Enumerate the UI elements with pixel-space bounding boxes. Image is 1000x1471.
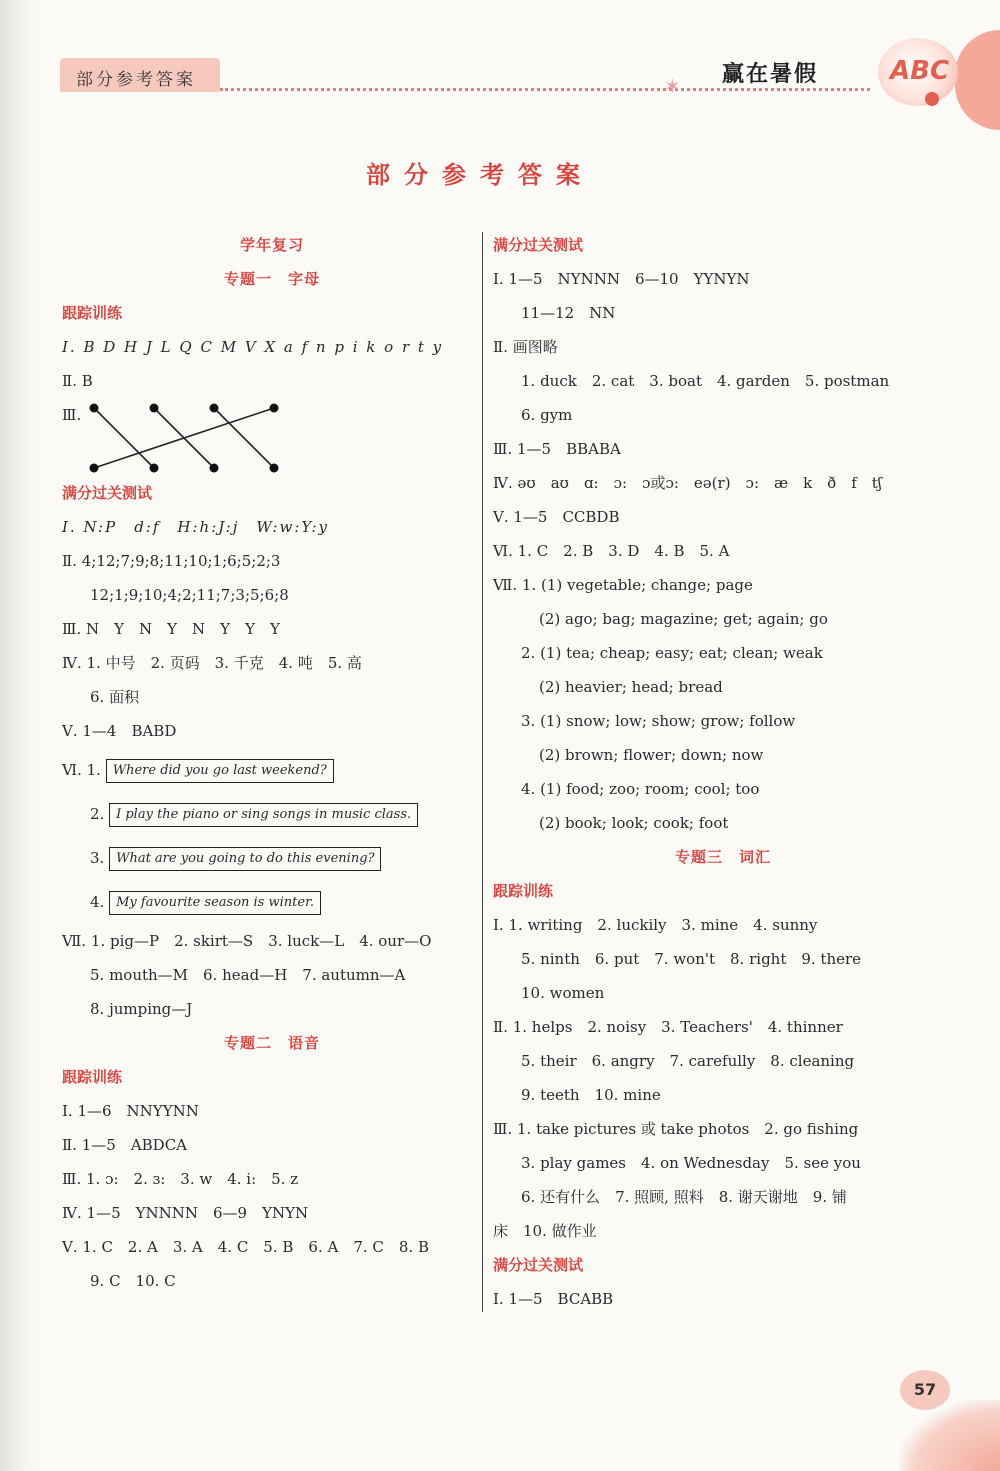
answer-line: Ⅲ. 1. take pictures 或 take photos 2. go fishing — [493, 1120, 859, 1138]
unit-heading: 学年复习 — [239, 236, 304, 254]
answer-line: 9. teeth 10. mine — [521, 1086, 661, 1104]
header-brand: 赢在暑假 — [722, 62, 819, 87]
topic-heading: 专题三 词汇 — [674, 848, 771, 866]
sentence-box: I play the piano or sing songs in music class. — [109, 803, 418, 827]
item-number: 4. — [90, 893, 105, 911]
answer-line: Ⅴ. 1—5 CCBDB — [493, 508, 620, 526]
section-heading: 满分过关测试 — [493, 236, 584, 254]
header-tab — [60, 58, 220, 92]
item-number: 1. — [86, 761, 101, 779]
sentence-line — [62, 836, 482, 880]
section-heading: 跟踪训练 — [62, 1068, 123, 1086]
answer-line: 床 10. 做作业 — [493, 1222, 597, 1240]
answer-line: 1. duck 2. cat 3. boat 4. garden 5. postman — [521, 372, 890, 390]
header-dotted-line — [220, 88, 870, 91]
sentence-box: Where did you go last weekend? — [106, 759, 334, 783]
answer-line: 8. jumping—J — [90, 1000, 193, 1018]
answer-line: 2. (1) tea; cheap; easy; eat; clean; weak — [521, 644, 823, 662]
answer-line: Ⅳ. 1—5 YNNNN 6—9 YNYN — [62, 1204, 309, 1222]
matching-diagram — [62, 398, 482, 476]
section-number: Ⅵ. — [62, 761, 82, 779]
answer-line: Ⅲ. — [62, 406, 82, 424]
answer-line: 6. 面积 — [90, 688, 140, 706]
answer-line: Ⅲ. 1. ɔ: 2. ɜ: 3. w 4. i: 5. z — [62, 1170, 299, 1188]
section-heading: 满分过关测试 — [62, 484, 153, 502]
answer-line: 5. ninth 6. put 7. won't 8. right 9. there — [521, 950, 862, 968]
answer-line: (2) book; look; cook; foot — [539, 814, 729, 832]
answer-line: 5. their 6. angry 7. carefully 8. cleaning — [521, 1052, 855, 1070]
answer-line: 3. play games 4. on Wednesday 5. see you — [521, 1154, 861, 1172]
logo-text: ABC — [890, 56, 950, 86]
sentence-line — [62, 748, 482, 792]
answer-line: Ⅱ. B — [62, 372, 93, 390]
left-column — [62, 228, 482, 1298]
answer-line: Ⅱ. 1. helps 2. noisy 3. Teachers' 4. thinner — [493, 1018, 843, 1036]
section-heading: 满分过关测试 — [493, 1256, 584, 1274]
answer-line: 9. C 10. C — [90, 1272, 176, 1290]
answer-line: Ⅰ. 1—5 BCABB — [493, 1290, 614, 1308]
sentence-line — [62, 792, 482, 836]
answer-line: 3. (1) snow; low; show; grow; follow — [521, 712, 796, 730]
answer-line: (2) heavier; head; bread — [539, 678, 723, 696]
page-corner-decoration — [900, 1400, 1000, 1471]
answer-line: Ⅳ. 1. 中号 2. 页码 3. 千克 4. 吨 5. 高 — [62, 654, 362, 672]
answer-line: 12;1;9;10;4;2;11;7;3;5;6;8 — [90, 586, 289, 604]
answer-line: Ⅰ. 1. writing 2. luckily 3. mine 4. sunny — [493, 916, 818, 934]
answer-line: Ⅶ. 1. pig—P 2. skirt—S 3. luck—L 4. our—O — [62, 932, 432, 950]
answer-line: Ⅱ. 4;12;7;9;8;11;10;1;6;5;2;3 — [62, 552, 281, 570]
star-icon: ✶ — [664, 74, 681, 98]
answer-line: 6. gym — [521, 406, 573, 424]
answer-line: 10. women — [521, 984, 605, 1002]
answer-line: Ⅳ. əʊ aʊ ɑ: ɔ: ɔ或ɔ: eə(r) ɔ: æ k ð f tʃ — [493, 474, 882, 492]
answer-line: 6. 还有什么 7. 照顾, 照料 8. 谢天谢地 9. 铺 — [521, 1188, 847, 1206]
item-number: 3. — [90, 849, 105, 867]
right-column — [493, 228, 953, 1316]
answer-line: 4. (1) food; zoo; room; cool; too — [521, 780, 760, 798]
answer-line: Ⅶ. 1. (1) vegetable; change; page — [493, 576, 753, 594]
topic-heading: 专题一 字母 — [223, 270, 320, 288]
answer-line: 5. mouth—M 6. head—H 7. autumn—A — [90, 966, 406, 984]
answer-line: Ⅴ. 1. C 2. A 3. A 4. C 5. B 6. A 7. C 8. B — [62, 1238, 429, 1256]
page-title: 部分参考答案 — [366, 161, 594, 189]
column-divider — [482, 232, 483, 1312]
edge-decoration — [955, 30, 1000, 130]
answer-line: Ⅰ. B D H J L Q C M V X a f n p i k o r t y — [62, 338, 444, 356]
section-heading: 跟踪训练 — [493, 882, 554, 900]
header-tab-text: 部分参考答案 — [76, 70, 196, 90]
sentence-box: My favourite season is winter. — [109, 891, 321, 915]
matching-lines — [62, 398, 302, 476]
answer-line: Ⅲ. N Y N Y N Y Y Y — [62, 620, 280, 638]
answer-line: Ⅱ. 1—5 ABDCA — [62, 1136, 188, 1154]
item-number: 2. — [90, 805, 105, 823]
answer-line: Ⅲ. 1—5 BBABA — [493, 440, 621, 458]
answer-line: Ⅵ. 1. C 2. B 3. D 4. B 5. A — [493, 542, 730, 560]
answer-line: Ⅰ. 1—6 NNYYNN — [62, 1102, 199, 1120]
answer-line: Ⅰ. 1—5 NYNNN 6—10 YYNYN — [493, 270, 750, 288]
sentence-line — [62, 880, 482, 924]
answer-line: (2) brown; flower; down; now — [539, 746, 764, 764]
section-heading: 跟踪训练 — [62, 304, 123, 322]
answer-line: Ⅰ. N:P d:f H:h:J:j W:w:Y:y — [62, 518, 330, 536]
sentence-box: What are you going to do this evening? — [109, 847, 381, 871]
abc-logo — [878, 38, 958, 106]
page-number: 57 — [900, 1370, 950, 1410]
logo-dot-icon — [925, 92, 939, 106]
answer-line: Ⅴ. 1—4 BABD — [62, 722, 177, 740]
answer-line: 11—12 NN — [521, 304, 616, 322]
topic-heading: 专题二 语音 — [223, 1034, 320, 1052]
answer-line: Ⅱ. 画图略 — [493, 338, 558, 356]
book-spine-shadow — [0, 0, 40, 1471]
answer-line: (2) ago; bag; magazine; get; again; go — [539, 610, 828, 628]
